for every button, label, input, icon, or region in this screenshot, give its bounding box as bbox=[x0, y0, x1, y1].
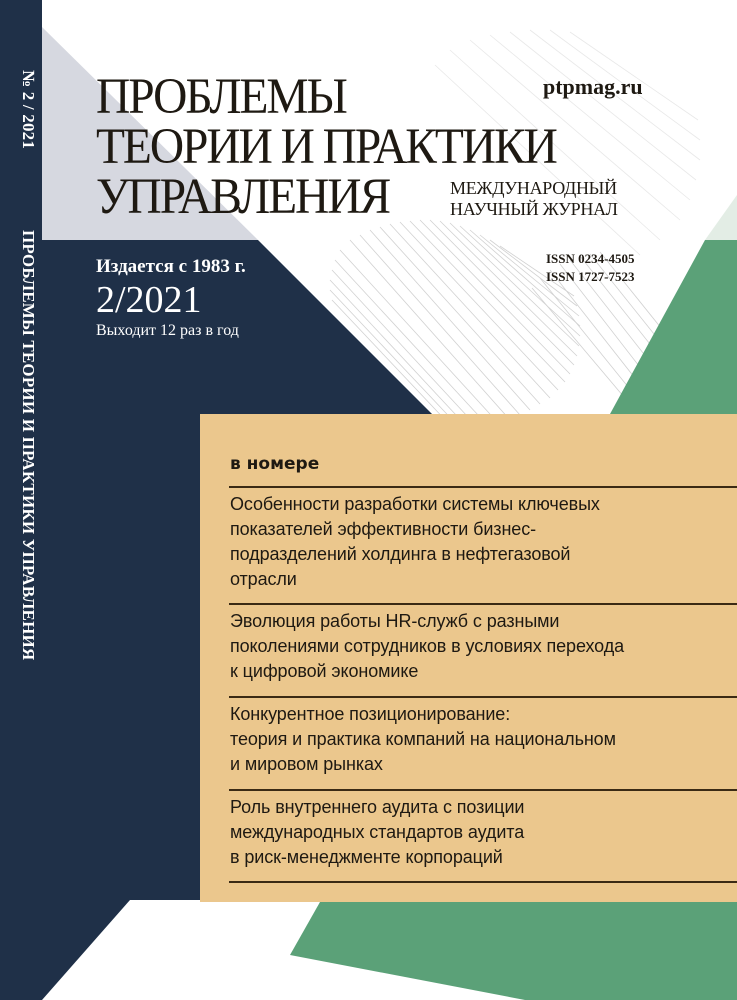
subtitle-line: МЕЖДУНАРОДНЫЙ bbox=[450, 178, 617, 198]
contents-panel bbox=[200, 414, 737, 902]
article-line: Особенности разработки системы ключевых bbox=[230, 494, 600, 514]
article-line: и мировом рынках bbox=[230, 754, 383, 774]
issn-block bbox=[546, 250, 635, 286]
website-link[interactable]: ptpmag.ru bbox=[543, 74, 643, 99]
article-line: показателей эффективности бизнес- bbox=[230, 519, 536, 539]
subtitle-line: НАУЧНЫЙ ЖУРНАЛ bbox=[450, 199, 618, 219]
article-line: отрасли bbox=[230, 569, 297, 589]
divider bbox=[229, 486, 737, 488]
article-item[interactable] bbox=[230, 702, 616, 777]
divider bbox=[229, 696, 737, 698]
article-line: поколениями сотрудников в условиях перехода bbox=[230, 636, 625, 656]
publication-frequency: Выходит 12 раз в год bbox=[96, 322, 239, 339]
article-line: Конкурентное позиционирование: bbox=[230, 704, 511, 724]
title-line: УПРАВЛЕНИЯ bbox=[96, 169, 390, 225]
article-line: теория и практика компаний на национальном bbox=[230, 729, 616, 749]
title-line: ПРОБЛЕМЫ bbox=[96, 69, 346, 125]
issue-number: 2/2021 bbox=[96, 279, 202, 321]
article-line: к цифровой экономике bbox=[230, 661, 419, 681]
spine-issue: № 2 / 2021 bbox=[19, 70, 38, 150]
published-since: Издается с 1983 г. bbox=[96, 256, 246, 277]
article-line: Роль внутреннего аудита с позиции bbox=[230, 797, 525, 817]
issn-print: ISSN 0234-4505 bbox=[546, 251, 635, 266]
issn-online: ISSN 1727-7523 bbox=[546, 269, 635, 284]
article-line: в риск-менеджменте корпораций bbox=[230, 847, 503, 867]
divider bbox=[229, 603, 737, 605]
spine-title: ПРОБЛЕМЫ ТЕОРИИ И ПРАКТИКИ УПРАВЛЕНИЯ bbox=[19, 230, 38, 661]
contents-heading: в номере bbox=[230, 454, 320, 474]
article-item[interactable] bbox=[230, 492, 600, 592]
article-line: Эволюция работы HR-служб с разными bbox=[230, 611, 560, 631]
journal-subtitle bbox=[450, 178, 618, 220]
article-item[interactable] bbox=[230, 795, 524, 870]
spine-text bbox=[8, 70, 40, 770]
divider bbox=[229, 789, 737, 791]
article-line: подразделений холдинга в нефтегазовой bbox=[230, 544, 571, 564]
divider bbox=[229, 881, 737, 883]
article-line: международных стандартов аудита bbox=[230, 822, 525, 842]
article-item[interactable] bbox=[230, 609, 624, 684]
title-line: ТЕОРИИ И ПРАКТИКИ bbox=[96, 119, 556, 175]
